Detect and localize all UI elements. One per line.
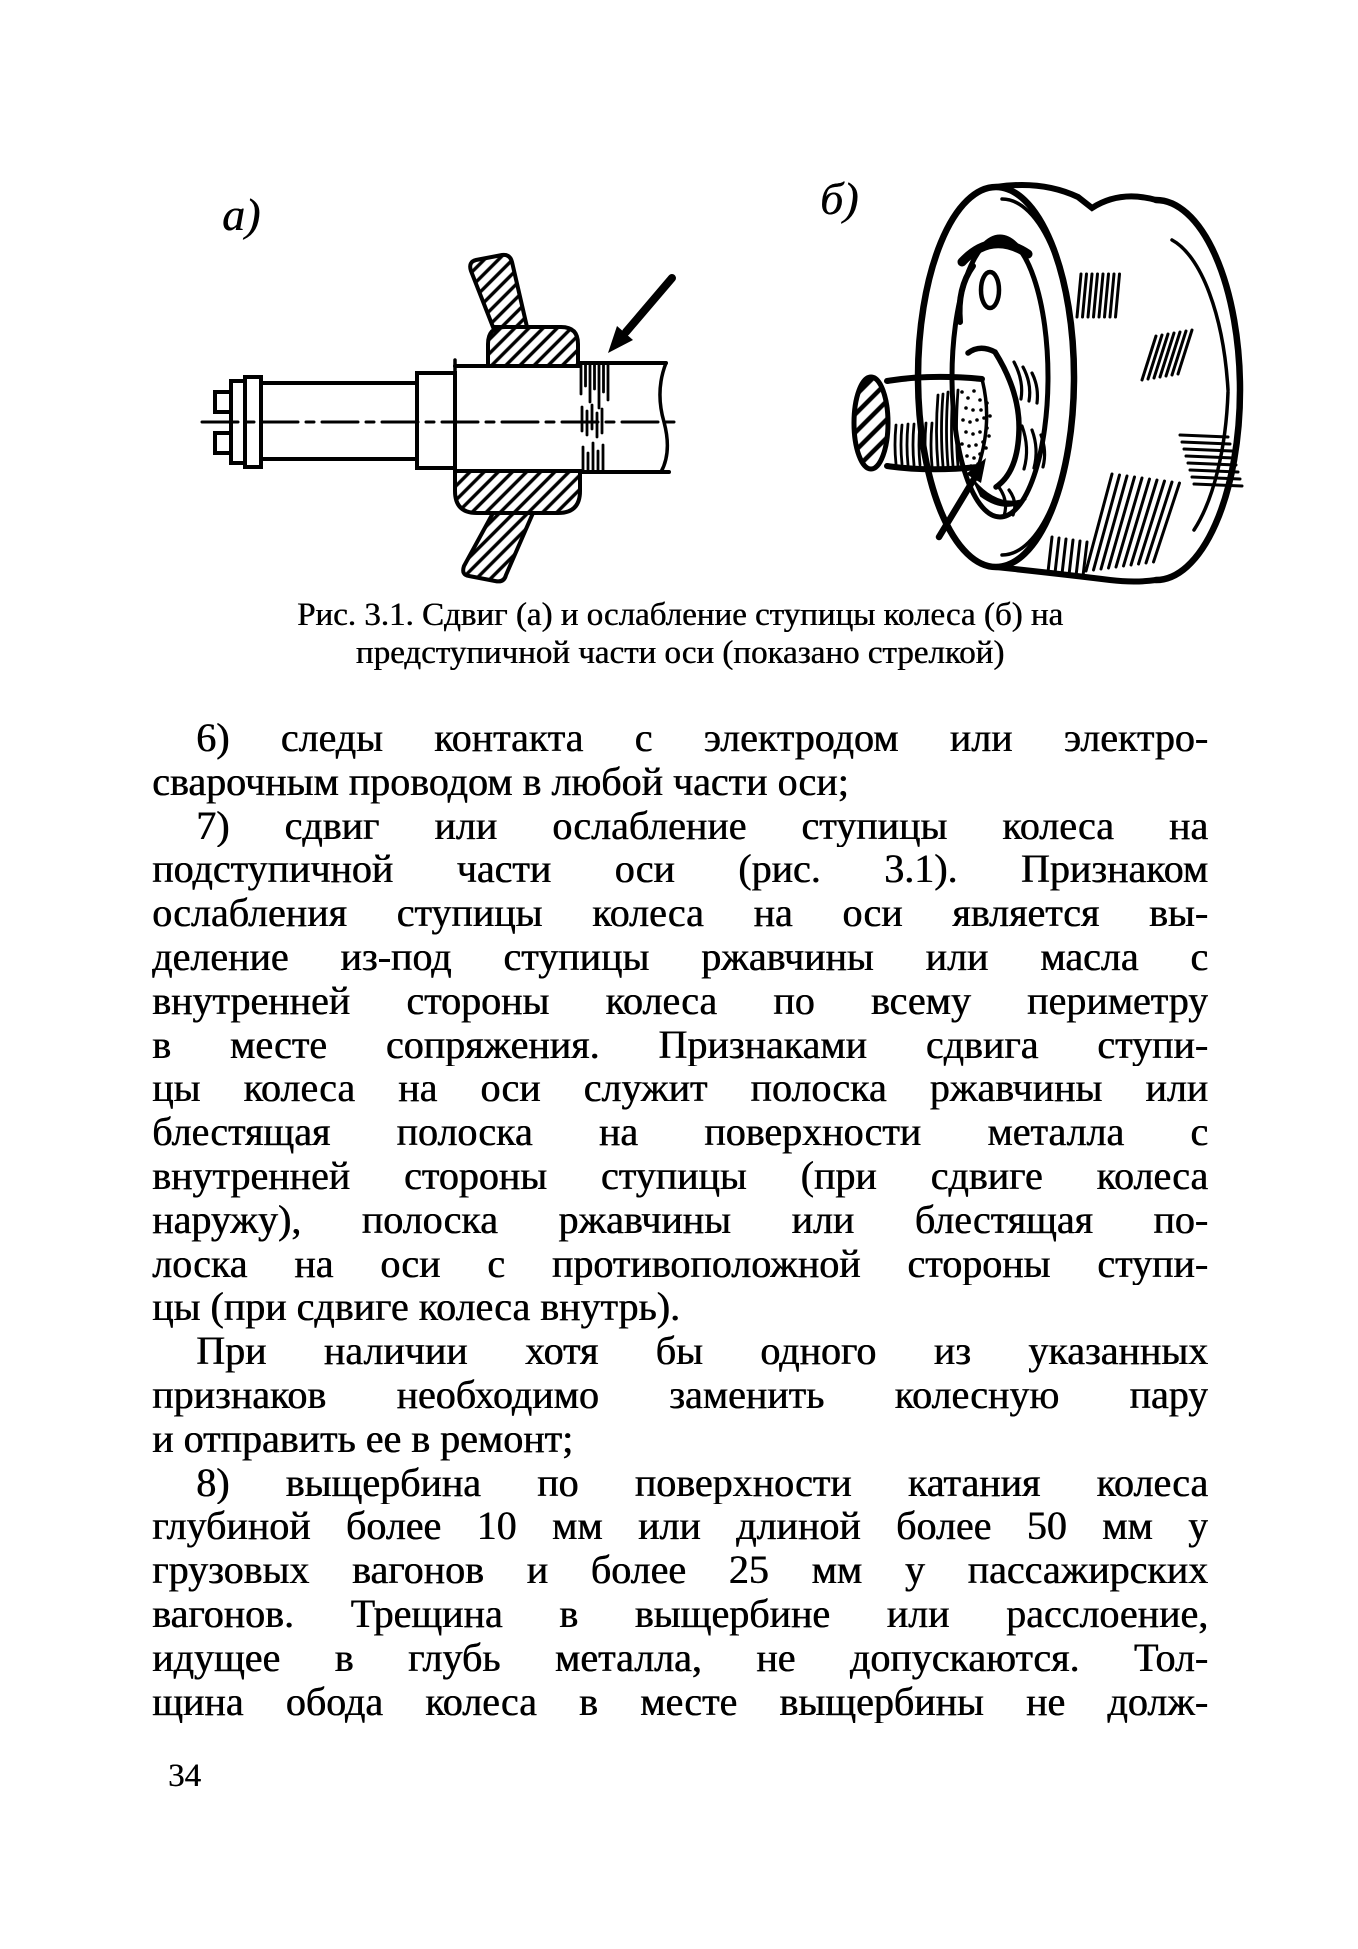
axle-section-drawing: [202, 255, 682, 582]
wheel-disc-top-arm: [470, 255, 527, 327]
text-line: 8) выщербина по поверхности катания колеса: [196, 1460, 1208, 1505]
text-line: 7) сдвиг или ослабление ступицы колеса на: [196, 803, 1208, 848]
hub-bottom-flange: [455, 471, 580, 513]
text-line: блестящая полоска на поверхности металла с: [152, 1110, 1208, 1154]
figure-part-label-a: а): [222, 189, 261, 240]
text-line: наружу), полоска ржавчины или блестящая по-: [152, 1197, 1208, 1242]
text-line: и отправить ее в ремонт;: [152, 1416, 573, 1461]
hub-top-flange: [488, 327, 578, 366]
text-line: цы колеса на оси служит полоска ржавчины или: [152, 1066, 1208, 1111]
wheel-disc-bottom-arm: [463, 513, 533, 581]
figure-b-wheel-perspective-drawing: [790, 140, 1358, 585]
text-line: щина обода колеса в месте выщербины не долж-: [152, 1679, 1208, 1724]
text-line: вагонов. Трещина в выщербине или расслоение,: [152, 1591, 1208, 1636]
text-line: деление из-под ступицы ржавчины или масла с: [152, 934, 1208, 979]
rust-strip-ticks: [581, 364, 608, 471]
figure-caption-line-1: Рис. 3.1. Сдвиг (а) и ослабление ступицы колеса (б) на: [296, 597, 1064, 633]
axle-stub-end-face: [854, 377, 888, 469]
wheel-drawing: [854, 185, 1242, 582]
wheel-disc-hole: [981, 272, 999, 308]
pointer-arrow-icon: [608, 278, 672, 353]
text-line: идущее в глубь металла, не допускаются. Тол-: [152, 1635, 1208, 1680]
axle-stub-shading-lines: [895, 390, 958, 466]
page-number: 34: [168, 1758, 201, 1794]
text-line: в месте сопряжения. Признаками сдвига ступи-: [152, 1022, 1208, 1067]
text-line: грузовых вагонов и более 25 мм у пассажирских: [152, 1548, 1208, 1592]
axle-break-line: [660, 363, 667, 472]
text-line: подступичной части оси (рис. 3.1). Признаком: [152, 847, 1208, 892]
text-line: ослабления ступицы колеса на оси является вы-: [152, 891, 1208, 935]
text-line: внутренней стороны ступицы (при сдвиге колеса: [152, 1153, 1208, 1198]
text-line: цы (при сдвиге колеса внутрь).: [152, 1285, 680, 1330]
hub-shading-arcs: [998, 362, 1045, 516]
text-line: лоска на оси с противоположной стороны ступи-: [152, 1241, 1208, 1286]
figure-caption-line-2: предступичной части оси (показано стрелкой): [355, 635, 1005, 671]
figure-caption: [152, 596, 1208, 672]
body-text-block: [152, 716, 1208, 1723]
figure-part-label-b: б): [820, 173, 859, 224]
text-line: признаков необходимо заменить колесную пару: [152, 1372, 1208, 1417]
text-line: При наличии хотя бы одного из указанных: [196, 1329, 1208, 1373]
text-line: 6) следы контакта с электродом или электро-: [196, 716, 1208, 760]
text-line: внутренней стороны колеса по всему периметру: [152, 978, 1208, 1023]
figure-a-axle-hub-section-drawing: [160, 195, 705, 585]
text-line: сварочным проводом в любой части оси;: [152, 759, 849, 804]
text-line: глубиной более 10 мм или длиной более 50 мм у: [152, 1504, 1208, 1549]
